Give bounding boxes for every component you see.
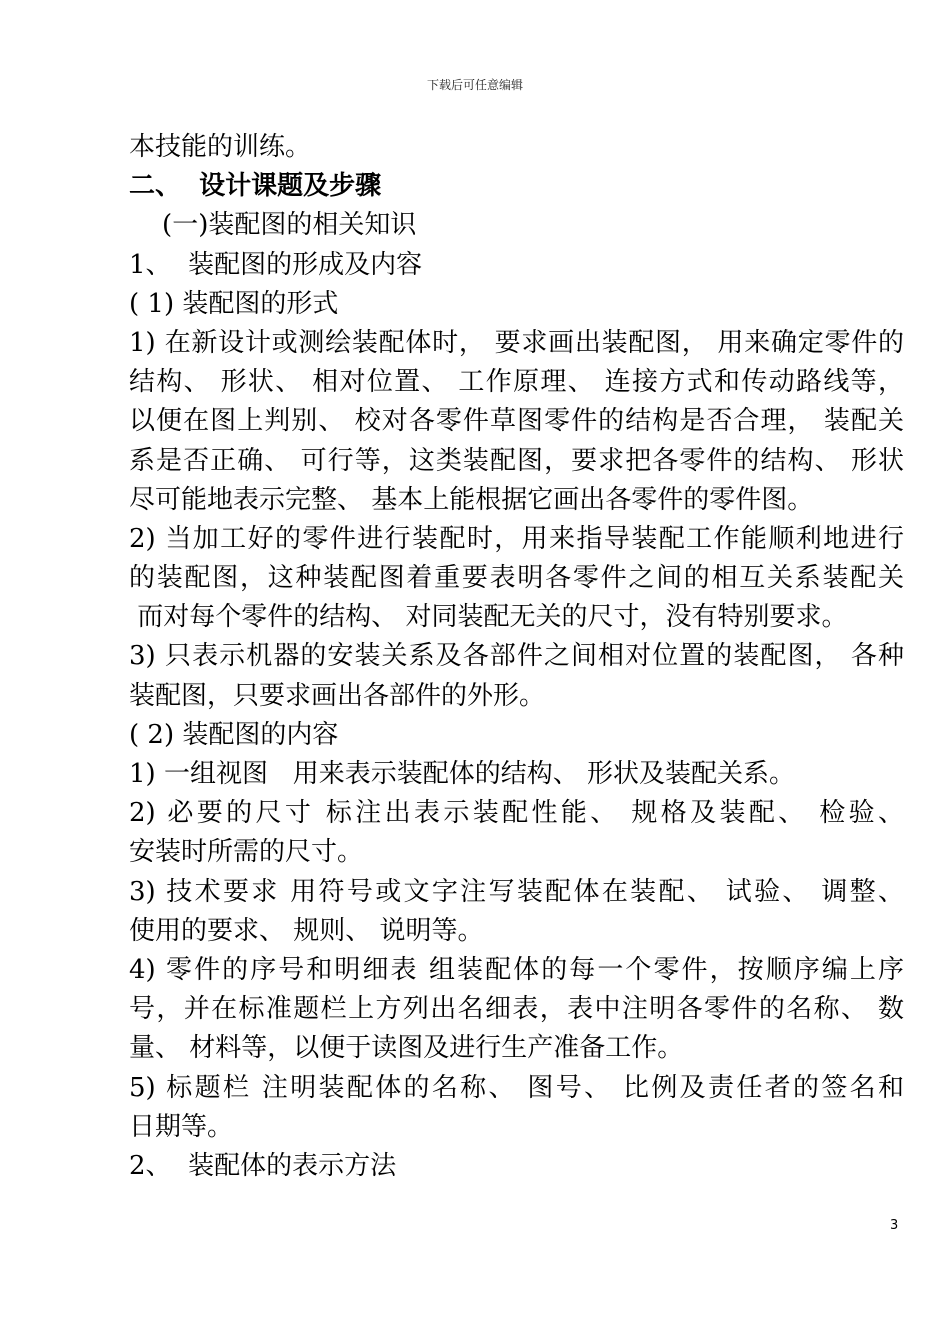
text-line: 结构、 形状、 相对位置、 工作原理、 连接方式和传动路线等， [129, 367, 904, 398]
text-line: 的装配图，这种装配图着重要表明各零件之间的相互关系装配关 [129, 563, 904, 594]
text-line: 1) 一组视图 用来表示装配体的结构、 形状及装配关系。 [129, 759, 796, 789]
text-line: ( 1) 装配图的形式 [129, 288, 339, 319]
text-line: 1、 装配图的形成及内容 [129, 249, 423, 280]
text-line: (一)装配图的相关知识 [129, 210, 417, 241]
text-line: 本技能的训练。 [129, 132, 312, 162]
text-line: 尽可能地表示完整、 基本上能根据它画出各零件的零件图。 [129, 484, 814, 515]
text-line: 日期等。 [129, 1111, 234, 1142]
text-line: 装配图，只要求画出各部件的外形。 [129, 680, 546, 711]
text-line: 系是否正确、 可行等，这类装配图，要求把各零件的结构、 形状 [129, 445, 904, 476]
text-line: 而对每个零件的结构、 对同装配无关的尺寸，没有特别要求。 [129, 602, 848, 633]
text-line: 量、 材料等，以便于读图及进行生产准备工作。 [129, 1033, 684, 1064]
text-line: 5) 标题栏 注明装配体的名称、 图号、 比例及责任者的签名和 [129, 1072, 904, 1103]
page-header: 下载后可任意编辑 [426, 78, 523, 92]
page-number: 3 [890, 1218, 899, 1233]
text-line: 二、 设计课题及步骤 [129, 171, 382, 202]
text-line: ( 2) 装配图的内容 [129, 719, 339, 750]
document-body [129, 128, 904, 1186]
text-line: 4) 零件的序号和明细表 组装配体的每一个零件，按顺序编上序 [129, 954, 904, 985]
text-line: 使用的要求、 规则、 说明等。 [129, 915, 484, 946]
text-line: 以便在图上判别、 校对各零件草图零件的结构是否合理， 装配关 [129, 406, 904, 437]
text-line: 2、 装配体的表示方法 [129, 1150, 397, 1181]
text-line: 2) 必要的尺寸 标注出表示装配性能、 规格及装配、 检验、 [129, 798, 904, 829]
text-line: 3) 只表示机器的安装关系及各部件之间相对位置的装配图， 各种 [129, 641, 904, 672]
text-line: 安装时所需的尺寸。 [129, 837, 364, 868]
text-line: 1) 在新设计或测绘装配体时， 要求画出装配图， 用来确定零件的 [129, 327, 904, 358]
text-line: 号，并在标准题栏上方列出名细表，表中注明各零件的名称、 数 [129, 994, 904, 1025]
text-line: 2) 当加工好的零件进行装配时，用来指导装配工作能顺利地进行 [129, 523, 904, 554]
text-line: 3) 技术要求 用符号或文字注写装配体在装配、 试验、 调整、 [129, 876, 904, 907]
